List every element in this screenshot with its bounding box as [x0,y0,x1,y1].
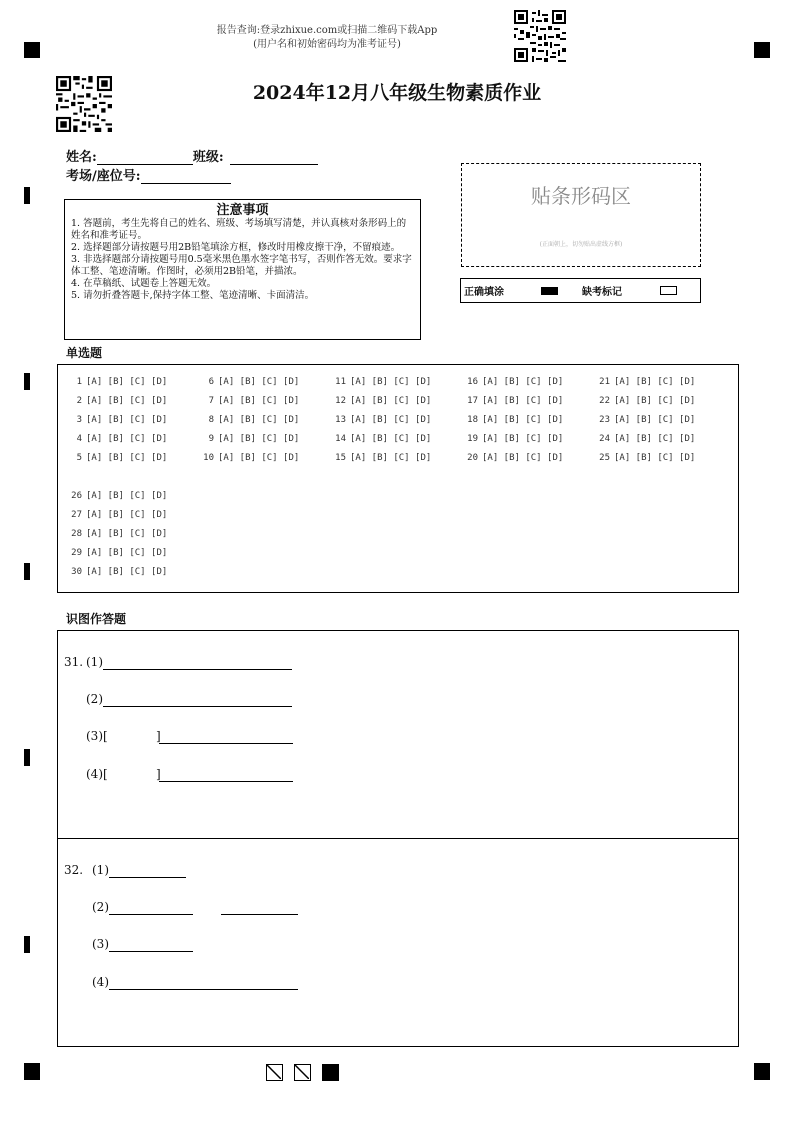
q31-part1-line[interactable] [103,669,292,670]
q31-part4-label: (4)[ [86,767,108,781]
mcq-question [198,434,299,444]
mcq-question [594,377,695,387]
mcq-options[interactable]: [A] [B] [C] [D] [350,434,432,444]
registration-mark-bottom-left [24,1063,40,1080]
mcq-options[interactable]: [A] [B] [C] [D] [86,567,168,577]
mcq-options[interactable]: [A] [B] [C] [D] [218,434,300,444]
mcq-options[interactable]: [A] [B] [C] [D] [482,396,564,406]
mcq-options[interactable]: [A] [B] [C] [D] [86,453,168,463]
mcq-options[interactable]: [A] [B] [C] [D] [482,434,564,444]
mcq-question [462,377,563,387]
mcq-question-number: 13 [335,415,346,425]
mcq-question-number: 11 [335,377,346,387]
mcq-question [66,434,167,444]
q31-part4-line[interactable] [159,781,293,782]
mcq-question [594,415,695,425]
q32-part2-line-b[interactable] [221,914,298,915]
q31-part4-bracket: ] [156,767,161,781]
class-field[interactable] [230,150,318,165]
mcq-question-number: 19 [467,434,478,444]
q32-part3-label: (3) [92,937,109,951]
mcq-question [594,453,695,463]
q32-part2-line-a[interactable] [109,914,193,915]
mcq-options[interactable]: [A] [B] [C] [D] [86,529,168,539]
class-label: 班级: [192,150,224,165]
mcq-options[interactable]: [A] [B] [C] [D] [350,415,432,425]
page-mark-slashed [294,1064,311,1081]
name-class-row [66,146,318,165]
absent-label: 缺考标记 [582,287,622,298]
mcq-question-number: 16 [467,377,478,387]
mcq-question-number: 1 [76,377,82,387]
notice-line-1: 报告查询:登录zhixue.com或扫描二维码下载App [216,25,438,36]
answer-box-q32[interactable] [57,838,739,1047]
qr-code-app[interactable] [514,10,566,62]
q31-part3-bracket: ] [156,729,161,743]
mcq-question [330,396,431,406]
mcq-question-number: 27 [71,510,82,520]
mcq-question-number: 25 [599,453,610,463]
mcq-question [462,415,563,425]
q32-part4-line[interactable] [109,989,298,990]
mcq-question-number: 17 [467,396,478,406]
timing-mark [24,936,30,953]
mcq-question-number: 2 [76,396,82,406]
mcq-options[interactable]: [A] [B] [C] [D] [614,415,696,425]
mcq-question-number: 29 [71,548,82,558]
mcq-question [198,453,299,463]
mcq-options[interactable]: [A] [B] [C] [D] [350,377,432,387]
mcq-options[interactable]: [A] [B] [C] [D] [350,453,432,463]
mcq-options[interactable]: [A] [B] [C] [D] [218,415,300,425]
mcq-question [198,415,299,425]
timing-mark [24,187,30,204]
mcq-question [198,396,299,406]
timing-mark [24,563,30,580]
mcq-options[interactable]: [A] [B] [C] [D] [86,377,168,387]
page-title: 2024年12月八年级生物素质作业 [252,82,542,104]
mcq-question [462,453,563,463]
mcq-question-number: 28 [71,529,82,539]
mcq-question [330,415,431,425]
mcq-question [330,434,431,444]
answer-box-q31[interactable] [57,630,739,839]
mcq-options[interactable]: [A] [B] [C] [D] [482,377,564,387]
mcq-question-number: 24 [599,434,610,444]
room-seat-field[interactable] [141,169,231,184]
mcq-question [66,396,167,406]
mcq-question [66,567,167,577]
mcq-question [66,453,167,463]
mcq-options[interactable]: [A] [B] [C] [D] [614,377,696,387]
mcq-options[interactable]: [A] [B] [C] [D] [218,453,300,463]
notice-item: 2. 选择题部分请按题号用2B铅笔填涂方框，修改时用橡皮擦干净，不留痕迹。 [71,242,401,253]
mcq-question [462,434,563,444]
mcq-options[interactable]: [A] [B] [C] [D] [614,434,696,444]
mcq-question-number: 26 [71,491,82,501]
mcq-question-number: 10 [203,453,214,463]
timing-mark [24,373,30,390]
mcq-question [594,434,695,444]
mcq-question-number: 20 [467,453,478,463]
mcq-question [66,548,167,558]
notice-item: 1. 答题前，考生先将自己的姓名、班级、考场填写清楚，并认真核对条形码上的姓名和准考证号。 [71,218,407,241]
mcq-question [66,491,167,501]
q31-number: 31. [64,655,84,669]
mcq-question [66,510,167,520]
free-response-section-label: 识图作答题 [66,612,127,626]
mcq-options[interactable]: [A] [B] [C] [D] [218,396,300,406]
mcq-question-number: 7 [208,396,214,406]
mcq-options[interactable]: [A] [B] [C] [D] [350,396,432,406]
correct-fill-sample [541,287,558,295]
page-mark-slashed [266,1064,283,1081]
mcq-question-number: 15 [335,453,346,463]
mcq-question-number: 5 [76,453,82,463]
report-query-notice [0,24,794,52]
notice-line-2: (用户名和初始密码均为准考证号) [253,39,401,50]
mcq-question-number: 4 [76,434,82,444]
mcq-question [462,396,563,406]
mcq-options[interactable]: [A] [B] [C] [D] [86,510,168,520]
notice-item: 5. 请勿折叠答题卡,保持字体工整、笔迹清晰、卡面清洁。 [71,290,315,301]
mcq-question-number: 18 [467,415,478,425]
mcq-options[interactable]: [A] [B] [C] [D] [86,548,168,558]
mcq-question [594,396,695,406]
q32-part2-label: (2) [92,900,109,914]
fill-legend [460,278,701,303]
mcq-question-number: 3 [76,415,82,425]
mcq-question-number: 23 [599,415,610,425]
notice-box [64,199,421,340]
mcq-answer-box [57,364,739,593]
q31-part1-label: (1) [86,655,103,669]
q31-part2-label: (2) [86,692,103,706]
room-row [66,165,231,184]
mcq-question [66,377,167,387]
notice-item: 3. 非选择题部分请按题号用0.5毫米黑色墨水签字笔书写，否则作答无效。要求字体工整、笔迹清晰。作图时，必须用2B铅笔，并描浓。 [71,254,412,277]
timing-mark [24,749,30,766]
barcode-hint: (正面朝上，切勿贴出虚线方框) [539,241,623,248]
q31-part3-line[interactable] [159,743,293,744]
notice-item: 4. 在草稿纸、试题卷上答题无效。 [71,278,217,289]
mcq-options[interactable]: [A] [B] [C] [D] [482,415,564,425]
mcq-question [198,377,299,387]
mcq-options[interactable]: [A] [B] [C] [D] [614,453,696,463]
q32-part1-label: (1) [92,863,109,877]
q31-part3-label: (3)[ [86,729,108,743]
room-label: 考场/座位号: [66,169,141,184]
mcq-options[interactable]: [A] [B] [C] [D] [86,396,168,406]
mcq-question-number: 6 [208,377,214,387]
name-label: 姓名: [66,150,97,165]
mcq-section-label: 单选题 [66,346,103,360]
mcq-question-number: 22 [599,396,610,406]
mcq-question-number: 12 [335,396,346,406]
mcq-question-number: 21 [599,377,610,387]
notice-heading: 注意事项 [216,203,269,218]
mcq-options[interactable]: [A] [B] [C] [D] [86,491,168,501]
q31-part2-line[interactable] [103,706,292,707]
mcq-question [66,529,167,539]
mcq-options[interactable]: [A] [B] [C] [D] [614,396,696,406]
mcq-options[interactable]: [A] [B] [C] [D] [482,453,564,463]
mcq-options[interactable]: [A] [B] [C] [D] [86,434,168,444]
q32-number: 32. [64,863,84,877]
mcq-question [330,377,431,387]
name-field[interactable] [97,150,193,165]
mcq-question [66,415,167,425]
mcq-question [330,453,431,463]
mcq-question-number: 9 [208,434,214,444]
registration-mark-bottom-right [754,1063,770,1080]
barcode-area[interactable] [461,163,701,267]
mcq-options[interactable]: [A] [B] [C] [D] [86,415,168,425]
mcq-question-number: 8 [208,415,214,425]
q32-part4-label: (4) [92,975,109,989]
absent-checkbox[interactable] [660,286,677,295]
mcq-question-number: 14 [335,434,346,444]
page-mark-filled [322,1064,339,1081]
barcode-label: 贴条形码区 [531,184,631,208]
correct-fill-label: 正确填涂 [464,287,504,298]
q32-part1-line[interactable] [109,877,186,878]
mcq-options[interactable]: [A] [B] [C] [D] [218,377,300,387]
mcq-question-number: 30 [71,567,82,577]
q32-part3-line[interactable] [109,951,193,952]
